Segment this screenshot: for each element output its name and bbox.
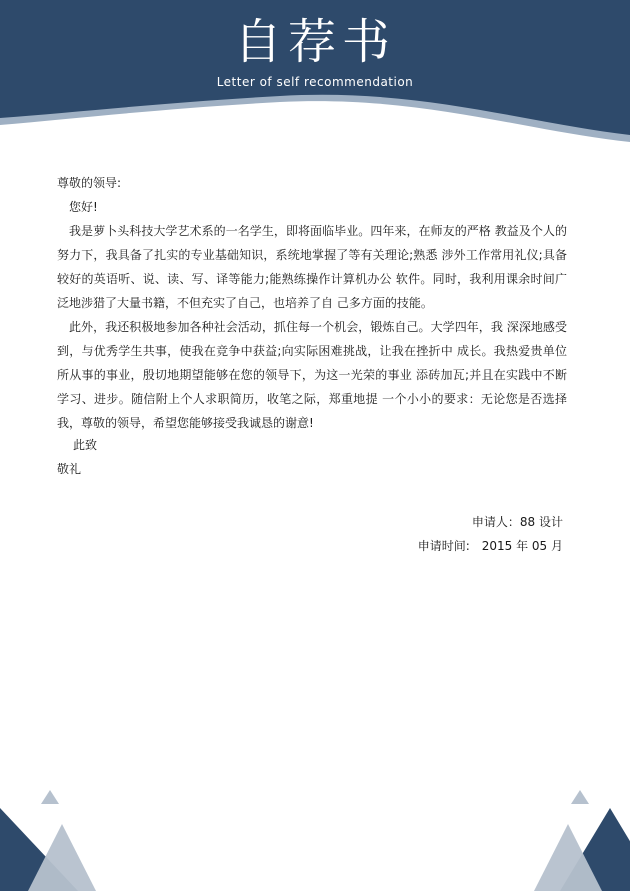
paragraph-2: 此外，我还积极地参加各种社会活动，抓住每一个机会，锻炼自己。大学四年，我 深深地感受到，与优秀学生共事，使我在竞争中获益;向实际困难挑战，让我在挫折中 成长。我热爱贵单位所从事的事业，殷切地期望能够在您的领导下，为这一光荣的事业 添砖加瓦;并且在实践中不断学习、进步。随信附上个人求职简历，收笔之际，郑重地提 一个小小的要求：无论您是否选择我，尊敬的领导，希望您能够接受我诚恳的谢意! xyxy=(57,320,567,430)
corner-decoration-right xyxy=(520,780,630,891)
letter-body xyxy=(57,171,567,435)
page-subtitle: Letter of self recommendation xyxy=(216,75,414,89)
triangle-small xyxy=(571,790,589,804)
corner-decoration-left xyxy=(0,780,110,891)
salutation: 尊敬的领导: xyxy=(57,176,122,190)
signature-block xyxy=(418,510,563,558)
paragraph-1: 我是萝卜头科技大学艺术系的一名学生，即将面临毕业。四年来，在师友的严格 教益及个人的努力下，我具备了扎实的专业基础知识，系统地掌握了等有关理论;熟悉 涉外工作常用礼仪;具备较好的英语听、说、读、写、译等能力;能熟练操作计算机办公 软件。同时，我利用课余时间广泛地涉猎了大量书籍，不但充实了自己，也培养了自 己多方面的技能。 xyxy=(57,224,567,310)
applicant-name: 申请人：88 设计 xyxy=(471,515,563,529)
application-date: 申请时间: 2015 年 05 月 xyxy=(417,539,563,553)
closing-line-1: 此致 xyxy=(73,438,98,452)
greeting: 您好! xyxy=(69,200,98,214)
closing xyxy=(57,433,97,481)
triangle-small xyxy=(41,790,59,804)
closing-line-2: 敬礼 xyxy=(57,462,82,476)
page-title: 自荐书 xyxy=(233,14,396,70)
